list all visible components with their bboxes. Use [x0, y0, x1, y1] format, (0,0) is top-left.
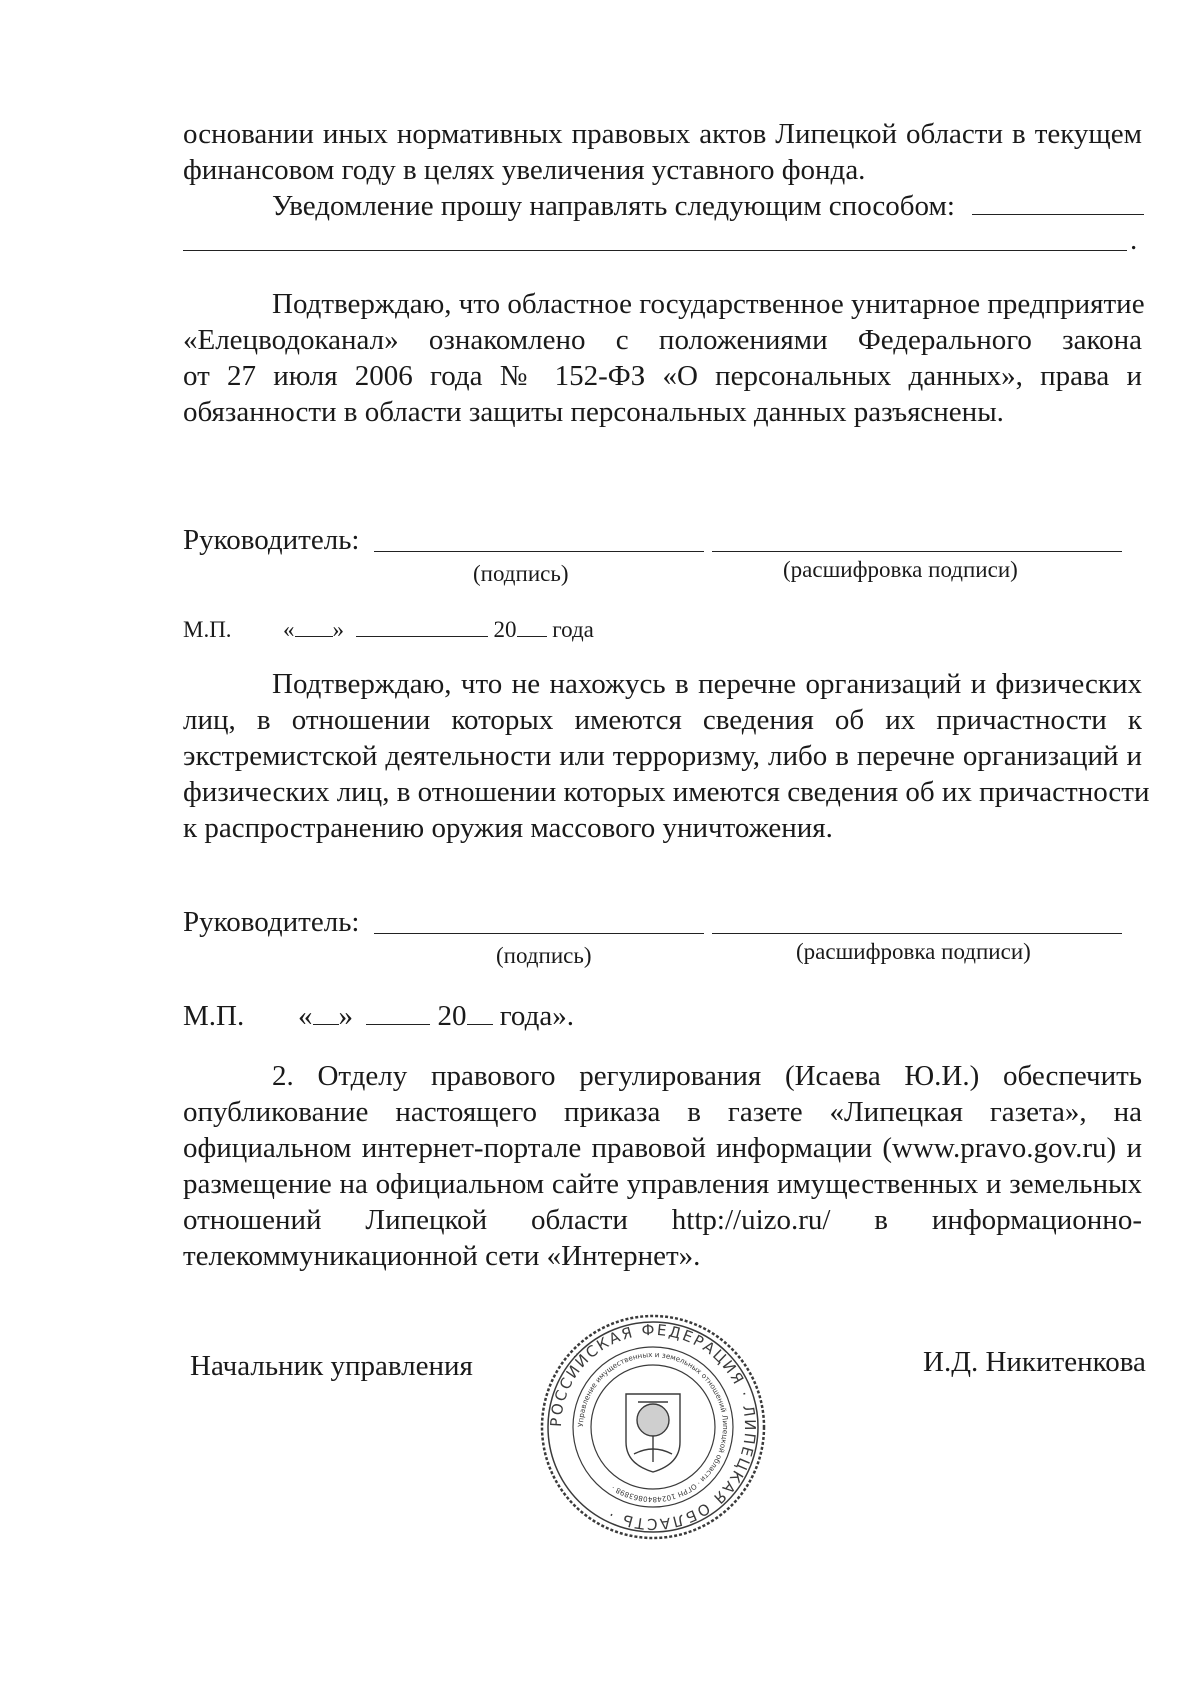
signature2-month-field[interactable] [366, 1000, 430, 1025]
coat-of-arms-icon [626, 1394, 680, 1472]
signature2-year-suffix: года». [499, 1000, 574, 1032]
signature1-year-prefix: 20 [493, 617, 517, 642]
signature1-sign-line[interactable] [374, 551, 704, 552]
notice-method-line[interactable] [183, 250, 1127, 251]
seal-inner-text: Управление имущественных и земельных отношений Липецкой области · ОГРН 1024840863898 · [575, 1349, 731, 1505]
consent-line-1: Подтверждаю, что областное государственное унитарное предприятие [272, 288, 1145, 320]
extremism-line-4: физических лиц, в отношении которых имеются сведения об их причастности [183, 776, 1150, 808]
signature2-sign-line[interactable] [374, 933, 704, 934]
signature1-year-field[interactable] [517, 616, 547, 637]
signature1-day-field[interactable] [295, 616, 333, 637]
signature1-quote-close: » [332, 617, 344, 642]
intro-line-1: основании иных нормативных правовых актов Липецкой области в текущем [183, 118, 1142, 150]
clause2-line-5: отношений Липецкой области http://uizo.ru/ в информационно- [183, 1204, 1142, 1236]
extremism-line-5: к распространению оружия массового уничтожения. [183, 812, 833, 844]
consent-line-4: обязанности в области защиты персональных данных разъяснены. [183, 396, 1004, 428]
clause2-line-6: телекоммуникационной сети «Интернет». [183, 1240, 701, 1272]
official-seal-stamp [538, 1312, 768, 1542]
signature2-decoding-caption: (расшифровка подписи) [796, 939, 1031, 964]
consent-line-3: от 27 июля 2006 года № 152-ФЗ «О персональных данных», права и [183, 360, 1142, 392]
signature2-mp: М.П. [183, 1000, 245, 1032]
clause2-line-3: официальном интернет-портале правовой информации (www.pravo.gov.ru) и [183, 1132, 1142, 1164]
signature2-year-prefix: 20 [437, 1000, 467, 1032]
signature1-quote-open: « [283, 617, 295, 642]
signature2-date [298, 998, 574, 1034]
signature1-month-field[interactable] [356, 616, 488, 637]
signature1-decoding-caption: (расшифровка подписи) [783, 557, 1018, 582]
seal-graphic [538, 1312, 768, 1542]
intro-line-2: финансовом году в целях увеличения уставного фонда. [183, 154, 866, 186]
signature1-date [283, 612, 594, 648]
extremism-line-1: Подтверждаю, что не нахожусь в перечне организаций и физических [272, 668, 1142, 700]
consent-line-2: «Елецводоканал» ознакомлено с положениями Федерального закона [183, 324, 1142, 356]
signature2-day-field[interactable] [313, 1000, 339, 1025]
clause2-line-4: размещение на официальном сайте управления имущественных и земельных [183, 1168, 1142, 1200]
signature2-sign-caption: (подпись) [496, 943, 592, 968]
head-position: Начальник управления [190, 1350, 473, 1382]
signature1-mp: М.П. [183, 617, 232, 642]
extremism-line-2: лиц, в отношении которых имеются сведения об их причастности к [183, 704, 1142, 736]
extremism-line-3: экстремистской деятельности или терроризму, либо в перечне организаций и [183, 740, 1142, 772]
clause2-line-2: опубликование настоящего приказа в газете «Липецкая газета», на [183, 1096, 1142, 1128]
signature1-sign-caption: (подпись) [473, 561, 569, 586]
notice-method-field[interactable] [972, 190, 1144, 215]
seal-outer-text: РОССИЙСКАЯ ФЕДЕРАЦИЯ · ЛИПЕЦКАЯ ОБЛАСТЬ · [546, 1320, 760, 1534]
signature2-year-field[interactable] [467, 1000, 493, 1025]
signature2-quote-open: « [298, 1000, 313, 1032]
signature2-quote-close: » [338, 1000, 353, 1032]
notice-period: . [1130, 224, 1138, 256]
notice-label-text: Уведомление прошу направлять следующим способом: [272, 190, 955, 222]
notice-label [272, 188, 1144, 224]
clause2-line-1: 2. Отделу правового регулирования (Исаева Ю.И.) обеспечить [272, 1060, 1142, 1092]
signature1-year-suffix: года [552, 617, 594, 642]
head-name: И.Д. Никитенкова [923, 1346, 1146, 1378]
signature1-label: Руководитель: [183, 524, 360, 556]
signature2-label: Руководитель: [183, 906, 360, 938]
